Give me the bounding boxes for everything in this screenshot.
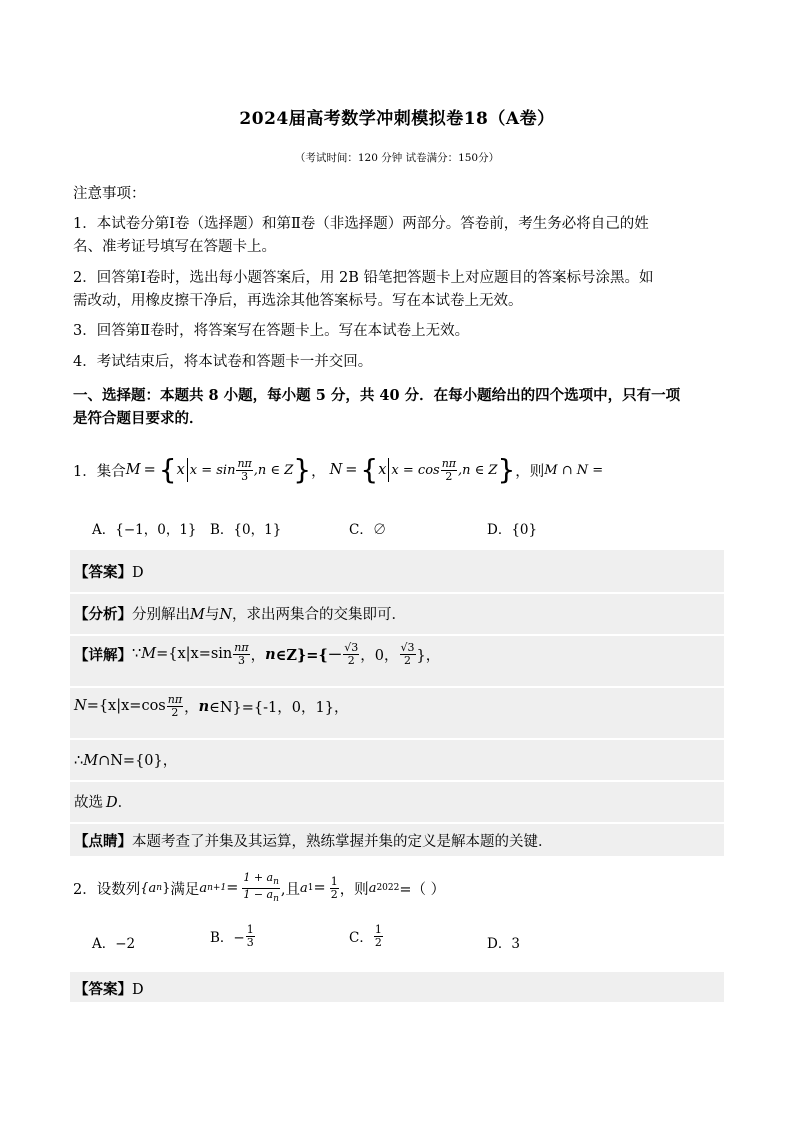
q2-option-b-num: 1 bbox=[246, 923, 254, 936]
vertical-bar bbox=[187, 458, 188, 482]
q1-detail-1e: ，0， bbox=[360, 647, 399, 664]
q2-prefix: 2．设数列 bbox=[73, 881, 141, 898]
q1-detail-row-2 bbox=[70, 688, 724, 738]
q1-fraction-sin bbox=[236, 458, 252, 482]
q2-and: ,且 bbox=[280, 881, 301, 898]
q1-detail-4b: ． bbox=[117, 795, 133, 811]
q2-lhs: a bbox=[199, 880, 208, 896]
q2-option-d: D．3 bbox=[487, 936, 520, 952]
q1-cond: ,n ∈ Z bbox=[253, 462, 294, 478]
q2-num-text: 1 + a bbox=[243, 870, 274, 884]
right-brace-icon: } bbox=[293, 453, 312, 486]
question-1-stem bbox=[73, 452, 733, 488]
q1-intersection: M ∩ N = bbox=[544, 462, 604, 478]
q2-answer-tag: 【答案】 bbox=[74, 981, 132, 998]
q1-detail-1-n: n bbox=[265, 645, 276, 663]
note-2-line-2: 需改动，用橡皮擦干净后，再选涂其他答案标号。写在本试卷上无效。 bbox=[73, 293, 523, 309]
q1-detail-2-nvar: n bbox=[198, 697, 210, 715]
q1-then: ，则 bbox=[515, 463, 545, 480]
q2-option-b-den: 3 bbox=[246, 935, 254, 949]
q1-detail-1d: ∈Z}={－ bbox=[275, 646, 343, 664]
q2-half-den: 2 bbox=[330, 887, 338, 901]
section-heading-line-2: 是符合题目要求的． bbox=[73, 410, 204, 427]
q2-option-c-num: 1 bbox=[374, 923, 382, 936]
q2-lhs-sub: n+1 bbox=[207, 883, 227, 893]
q1-analysis-tag: 【分析】 bbox=[74, 606, 132, 623]
q1-comment-row bbox=[70, 824, 724, 856]
q1-analysis-m: M bbox=[190, 607, 205, 623]
q1-detail-4-d: D bbox=[106, 795, 118, 811]
q2-answer: D bbox=[132, 982, 144, 998]
q1-detail-3-m: M bbox=[83, 753, 99, 769]
q1-analysis-3: ，求出两集合的交集即可． bbox=[232, 607, 407, 623]
q1-detail-frac-num-2: nπ bbox=[167, 693, 183, 706]
q2-half bbox=[330, 876, 339, 900]
q2-frac-den bbox=[242, 889, 280, 905]
q1-detail-frac-den: 3 bbox=[237, 653, 245, 667]
q2-option-c-frac bbox=[374, 924, 383, 948]
q2-half-num: 1 bbox=[330, 874, 338, 888]
note-1-line-2: 名、准考证号填写在答题卡上。 bbox=[73, 239, 276, 255]
q2-den-text: 1 − a bbox=[243, 887, 274, 901]
q1-fraction-cos bbox=[441, 458, 457, 482]
q1-var-x-2: x bbox=[378, 462, 387, 478]
q2-seq-end: } bbox=[162, 880, 171, 896]
page-title: 2024届高考数学冲刺模拟卷18（A卷） bbox=[239, 109, 555, 129]
q2-seq-sub: n bbox=[156, 883, 163, 893]
q1-detail-sqrt-den-1: 2 bbox=[347, 653, 355, 667]
q1-eq: = bbox=[143, 462, 156, 478]
q1-detail-row-4 bbox=[70, 782, 724, 822]
question-2-stem bbox=[73, 870, 733, 906]
q2-then: ，则 bbox=[339, 881, 369, 898]
q2-den-sub: n bbox=[273, 893, 279, 904]
q1-detail-1c: ， bbox=[250, 647, 266, 664]
q2-blank: =（ ） bbox=[399, 881, 446, 898]
q2-target: a bbox=[368, 880, 377, 896]
q1-x-cos: x = cos bbox=[391, 462, 440, 478]
q1-detail-row-3 bbox=[70, 740, 724, 780]
q2-option-a: A．−2 bbox=[92, 936, 136, 952]
q1-detail-1b: ={x|x=sin bbox=[156, 646, 233, 663]
q1-detail-frac bbox=[233, 642, 249, 666]
q2-option-b-prefix: B．− bbox=[210, 930, 245, 947]
q1-detail-1a: ∵ bbox=[132, 646, 142, 663]
q2-a1-eq: = bbox=[313, 880, 326, 896]
q1-detail-3b: ∩N={0}， bbox=[98, 753, 178, 769]
q1-detail-4a: 故选 bbox=[74, 795, 103, 811]
q1-answer-tag: 【答案】 bbox=[74, 564, 132, 581]
q2-a1: a bbox=[300, 880, 308, 896]
q2-eq: = bbox=[226, 880, 239, 896]
note-3: 3．回答第Ⅱ卷时，将答案写在答题卡上。写在本试卷上无效。 bbox=[73, 323, 470, 339]
q2-option-c bbox=[349, 924, 384, 948]
q1-comment: 本题考查了并集及其运算，熟练掌握并集的定义是解本题的关键． bbox=[132, 834, 553, 850]
note-2-line-1: 2．回答第Ⅰ卷时，选出每小题答案后，用 2B 铅笔把答题卡上对应题目的答案标号涂黑。如 bbox=[73, 270, 654, 286]
q1-frac-den-2: 2 bbox=[445, 469, 453, 483]
q2-num-sub: n bbox=[273, 877, 279, 888]
q1-var-x: x bbox=[176, 462, 185, 478]
q2-answer-row bbox=[70, 972, 724, 1002]
q1-analysis-n: N bbox=[219, 607, 233, 623]
q1-detail-row-1 bbox=[70, 636, 724, 686]
q1-detail-frac-den-2: 2 bbox=[171, 705, 179, 719]
q1-comment-tag: 【点睛】 bbox=[74, 833, 132, 850]
q1-set-n: N bbox=[329, 462, 343, 478]
q1-detail-sqrt-num-1: √3 bbox=[344, 641, 359, 654]
q1-detail-tag: 【详解】 bbox=[74, 646, 132, 664]
q1-detail-sqrt-den-2: 2 bbox=[404, 653, 412, 667]
exam-info: （考试时间：120 分钟 试卷满分：150分） bbox=[294, 152, 500, 164]
left-brace-icon-2: { bbox=[360, 453, 379, 486]
q1-option-c: C．∅ bbox=[349, 522, 387, 538]
q1-set-m: M bbox=[125, 462, 141, 478]
q1-x-sin: x = sin bbox=[189, 462, 236, 478]
q1-frac-num-2: nπ bbox=[441, 456, 457, 470]
q2-a1-sub: 1 bbox=[307, 883, 314, 893]
q1-answer: D bbox=[132, 565, 144, 581]
q1-detail-2a: ={x|x=cos bbox=[86, 698, 166, 715]
q1-detail-2b: ∈N}={-1，0，1}， bbox=[209, 699, 349, 716]
q2-option-c-den: 2 bbox=[374, 935, 382, 949]
q2-fraction bbox=[242, 872, 280, 904]
q1-detail-1f: }， bbox=[416, 647, 441, 664]
q1-option-b: B．{0，1} bbox=[210, 522, 282, 538]
q2-target-sub: 2022 bbox=[376, 883, 400, 893]
q1-eq-2: = bbox=[345, 462, 358, 478]
q1-analysis-2: 与 bbox=[204, 607, 220, 623]
note-1-line-1: 1．本试卷分第Ⅰ卷（选择题）和第Ⅱ卷（非选择题）两部分。答卷前，考生务必将自己的姓 bbox=[73, 216, 649, 232]
q2-frac-num bbox=[242, 872, 280, 889]
q2-seq: {a bbox=[140, 880, 157, 896]
q1-detail-2-n: N bbox=[74, 698, 87, 715]
q1-prefix: 1．集合 bbox=[73, 463, 126, 480]
q1-option-d: D．{0} bbox=[487, 522, 538, 538]
q1-detail-sqrt-frac-2 bbox=[400, 642, 416, 666]
notes-heading: 注意事项： bbox=[73, 186, 146, 202]
q2-satisfy: 满足 bbox=[170, 881, 200, 898]
q2-option-c-prefix: C． bbox=[349, 930, 373, 947]
q1-cond-2: ,n ∈ Z bbox=[458, 462, 498, 478]
q1-detail-sqrt-num-2: √3 bbox=[400, 641, 415, 654]
q1-frac-den: 3 bbox=[241, 469, 249, 483]
left-brace-icon: { bbox=[158, 453, 177, 486]
q1-option-a: A．{−1，0，1} bbox=[92, 522, 197, 538]
q1-analysis-row bbox=[70, 594, 724, 634]
q1-sep: ， bbox=[311, 463, 326, 480]
q1-detail-frac-2 bbox=[167, 694, 183, 718]
vertical-bar-2 bbox=[388, 458, 389, 482]
section-heading-line-1: 一、选择题：本题共 8 小题，每小题 5 分，共 40 分．在每小题给出的四个选项中，只有一项 bbox=[73, 387, 681, 404]
q1-detail-frac-num: nπ bbox=[234, 641, 249, 654]
q1-answer-row bbox=[70, 550, 724, 592]
note-4: 4．考试结束后，将本试卷和答题卡一并交回。 bbox=[73, 354, 373, 370]
q2-option-b bbox=[210, 924, 256, 948]
q1-frac-num: nπ bbox=[237, 456, 252, 470]
q1-detail-sqrt-frac-1 bbox=[343, 642, 359, 666]
q1-detail-2c: ， bbox=[184, 699, 199, 716]
q1-detail-3a: ∴ bbox=[74, 753, 84, 769]
q2-option-b-frac bbox=[246, 924, 255, 948]
right-brace-icon-2: } bbox=[497, 453, 516, 486]
q1-analysis-1: 分别解出 bbox=[132, 607, 190, 623]
q1-detail-1-m: M bbox=[141, 646, 157, 663]
